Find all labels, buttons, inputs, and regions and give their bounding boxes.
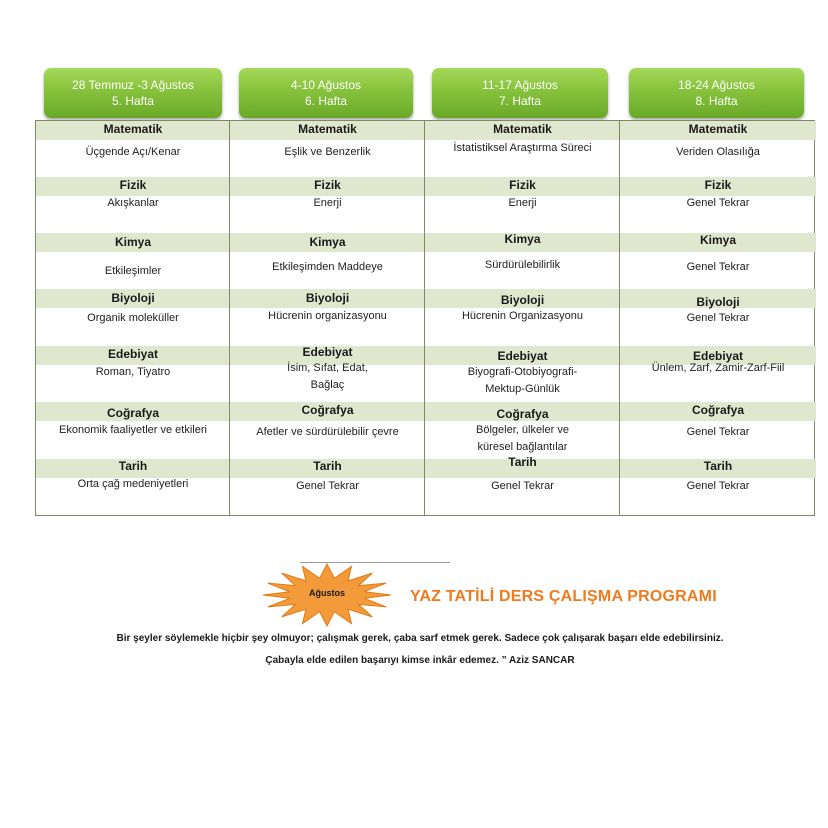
column-divider [424, 121, 425, 515]
week-header-tab [44, 68, 222, 118]
subject-label: Kimya [504, 232, 541, 246]
topic-text: Genel Tekrar [491, 480, 554, 492]
week-header-tab [239, 68, 413, 118]
topic-text: Hücrenin Organizasyonu [461, 310, 584, 322]
topic-text: Eşlik ve Benzerlik [284, 146, 371, 158]
week-column [230, 121, 425, 515]
topic-text: Genel Tekrar [686, 261, 750, 273]
topic-text: Ünlem, Zarf, Zamir-Zarf-Fiil [651, 362, 785, 374]
topic-text: Etkileşimden Maddeye [272, 261, 383, 273]
topic-text: Orta çağ medeniyetleri [77, 478, 189, 490]
week-dates: 18-24 Ağustos [678, 78, 755, 92]
subject-label: Biyoloji [111, 291, 155, 305]
subject-label: Tarih [703, 459, 733, 473]
subject-label: Fizik [704, 178, 732, 192]
topic-text: Genel Tekrar [296, 480, 359, 492]
subject-label: Coğrafya [106, 406, 159, 420]
topic-text: Veriden Olasılığa [676, 146, 760, 158]
column-divider [229, 121, 230, 515]
subject-label: Matematik [298, 122, 357, 136]
topic-text: Roman, Tiyatro [95, 366, 171, 378]
subject-label: Kimya [699, 233, 737, 247]
subject-label: Tarih [313, 459, 342, 473]
topic-text: İsim, Sıfat, Edat, Bağlaç [287, 362, 368, 391]
week-dates: 28 Temmuz -3 Ağustos [72, 78, 194, 92]
topic-text: Genel Tekrar [686, 197, 750, 209]
topic-text: Enerji [313, 197, 342, 209]
topic-text: Akışkanlar [107, 197, 159, 209]
quote-line-1: Bir şeyler söylemekle hiçbir şey olmuyor; çalışmak gerek, çaba sarf etmek gerek. Sadece çok çalışarak başarı elde edebilirsiniz. [116, 633, 724, 644]
week-header-tab [432, 68, 608, 118]
subject-label: Biyoloji [500, 293, 545, 307]
week-dates: 11-17 Ağustos [482, 78, 558, 92]
subject-label: Kimya [114, 235, 152, 249]
week-number: 5. Hafta [111, 94, 155, 108]
week-column [36, 121, 230, 515]
topic-text: Afetler ve sürdürülebilir çevre [256, 426, 399, 438]
program-title: YAZ TATİLİ DERS ÇALIŞMA PROGRAMI [410, 588, 717, 605]
week-number: 8. Hafta [695, 94, 738, 108]
week-column [425, 121, 620, 515]
topic-text: Ekonomik faaliyetler ve etkileri [59, 424, 207, 436]
topic-text: Hücrenin organizasyonu [268, 310, 387, 322]
topic-text: Üçgende Açı/Kenar [85, 146, 181, 158]
column-divider [619, 121, 620, 515]
subject-label: Edebiyat [497, 349, 548, 363]
subject-label: Fizik [314, 178, 341, 192]
topic-text: Bölgeler, ülkeler ve küresel bağlantılar [476, 424, 569, 453]
month-badge: Ağustos [309, 588, 345, 598]
subject-label: Coğrafya [301, 403, 354, 417]
week-number: 7. Hafta [498, 94, 542, 108]
week-header-tab [629, 68, 804, 118]
subject-label: Coğrafya [691, 403, 744, 417]
topic-text: Sürdürülebilirlik [484, 259, 561, 271]
subject-label: Matematik [103, 122, 163, 136]
week-dates: 4-10 Ağustos [290, 78, 362, 92]
subject-label: Coğrafya [496, 407, 549, 421]
subject-label: Fizik [509, 178, 536, 192]
subject-label: Matematik [688, 122, 748, 136]
topic-text: Enerji [508, 197, 537, 209]
subject-label: Biyoloji [305, 291, 350, 305]
topic-text: Genel Tekrar [686, 480, 750, 492]
topic-text: Genel Tekrar [686, 312, 750, 324]
schedule-table [35, 120, 815, 516]
topic-text: Biyografi-Otobiyografi-Mektup-Günlük [467, 366, 578, 395]
subject-label: Tarih [118, 459, 148, 473]
subject-label: Fizik [119, 178, 147, 192]
subject-label: Biyoloji [696, 295, 740, 309]
topic-text: Etkileşimler [104, 265, 162, 277]
week-number: 6. Hafta [304, 94, 348, 108]
subject-label: Edebiyat [692, 349, 743, 363]
subject-label: Tarih [508, 455, 537, 469]
subject-label: Edebiyat [302, 345, 353, 359]
subject-label: Kimya [309, 235, 346, 249]
topic-text: İstatistiksel Araştırma Süreci [453, 142, 592, 154]
subject-label: Edebiyat [107, 347, 158, 361]
quote-line-2: Çabayla elde edilen başarıyı kimse inkâr edemez. ” Aziz SANCAR [265, 655, 575, 666]
topic-text: Genel Tekrar [686, 426, 750, 438]
topic-text: Organik moleküller [87, 312, 179, 324]
subject-label: Matematik [493, 122, 552, 136]
week-column [620, 121, 816, 515]
